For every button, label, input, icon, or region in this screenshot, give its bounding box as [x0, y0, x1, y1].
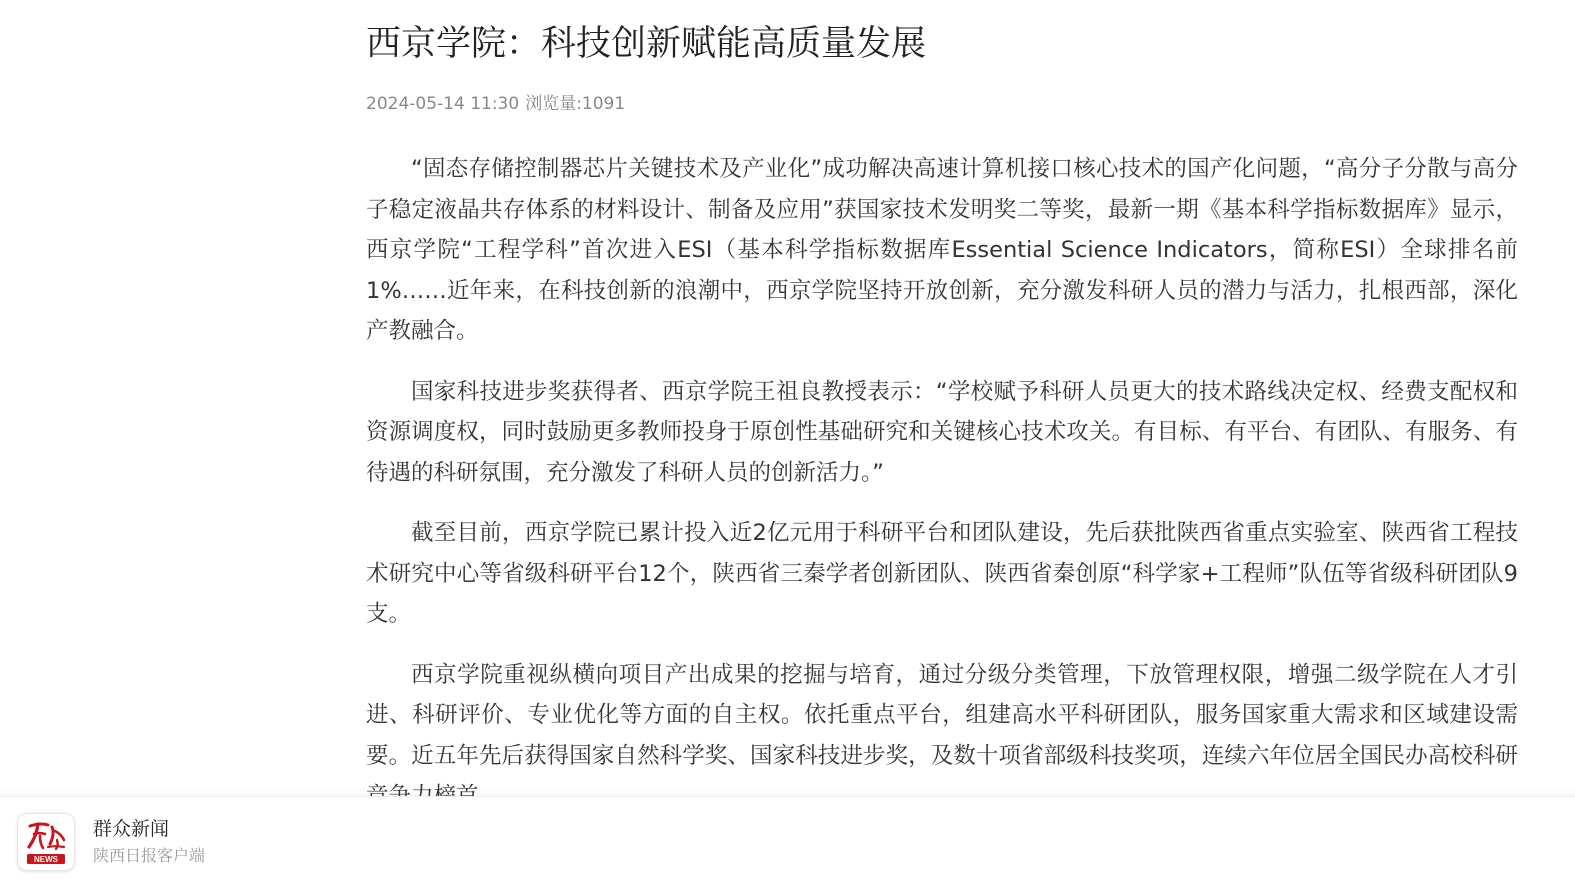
app-name: 群众新闻	[93, 818, 170, 840]
publish-date: 2024-05-14 11:30	[366, 94, 520, 114]
article	[366, 0, 1518, 837]
app-download-bar[interactable]	[0, 796, 1575, 880]
app-subtitle: 陕西日报客户端	[93, 846, 206, 865]
article-paragraph: 国家科技进步奖获得者、西京学院王祖良教授表示：“学校赋予科研人员更大的技术路线决定权、经费支配权和资源调度权，同时鼓励更多教师投身于原创性基础研究和关键核心技术攻关。有目标、有平台、有团队、有服务、有待遇的科研氛围，充分激发了科研人员的创新活力。”	[366, 378, 1518, 486]
article-title: 西京学院：科技创新赋能高质量发展	[366, 24, 927, 64]
article-paragraph: 西京学院重视纵横向项目产出成果的挖掘与培育，通过分级分类管理，下放管理权限，增强二级学院在人才引进、科研评价、专业优化等方面的自主权。依托重点平台，组建高水平科研团队，服务国家重大需求和区域建设需要。近五年先后获得国家自然科学奖、国家科技进步奖，及数十项省部级科技奖项，连续六年位居全国民办高校科研	[366, 661, 1518, 769]
qunzhong-news-logo-icon[interactable]	[17, 813, 75, 871]
article-body	[366, 149, 1518, 817]
logo-badge-text: NEWS	[34, 855, 58, 864]
article-meta	[366, 92, 1518, 116]
article-paragraph: 截至目前，西京学院已累计投入近2亿元用于科研平台和团队建设，先后获批陕西省重点实验室、陕西省工程技术研究中心等省级科研平台12个，陕西省三秦学者创新团队、陕西省秦创原“科学家+工程师”队伍等省级科研团队9支。	[366, 520, 1518, 627]
view-count: 浏览量:1091	[525, 94, 626, 114]
article-paragraph: “固态存储控制器芯片关键技术及产业化”成功解决高速计算机接口核心技术的国产化问题，“高分子分散与高分子稳定液晶共存体系的材料设计、制备及应用”获国家技术发明奖二等奖，最新一期《基本科学指标数据库》显示，西京学院“工程学科”首次进入ESI（基本科学指标数据库Essential Science Indicators，简称ESI）全球排名前1%……近年来，在科技创新的浪潮中，西京学院坚持开放创新，充分激发科研人员的潜力与活力，扎根西部，深化产教融合。	[366, 156, 1518, 344]
